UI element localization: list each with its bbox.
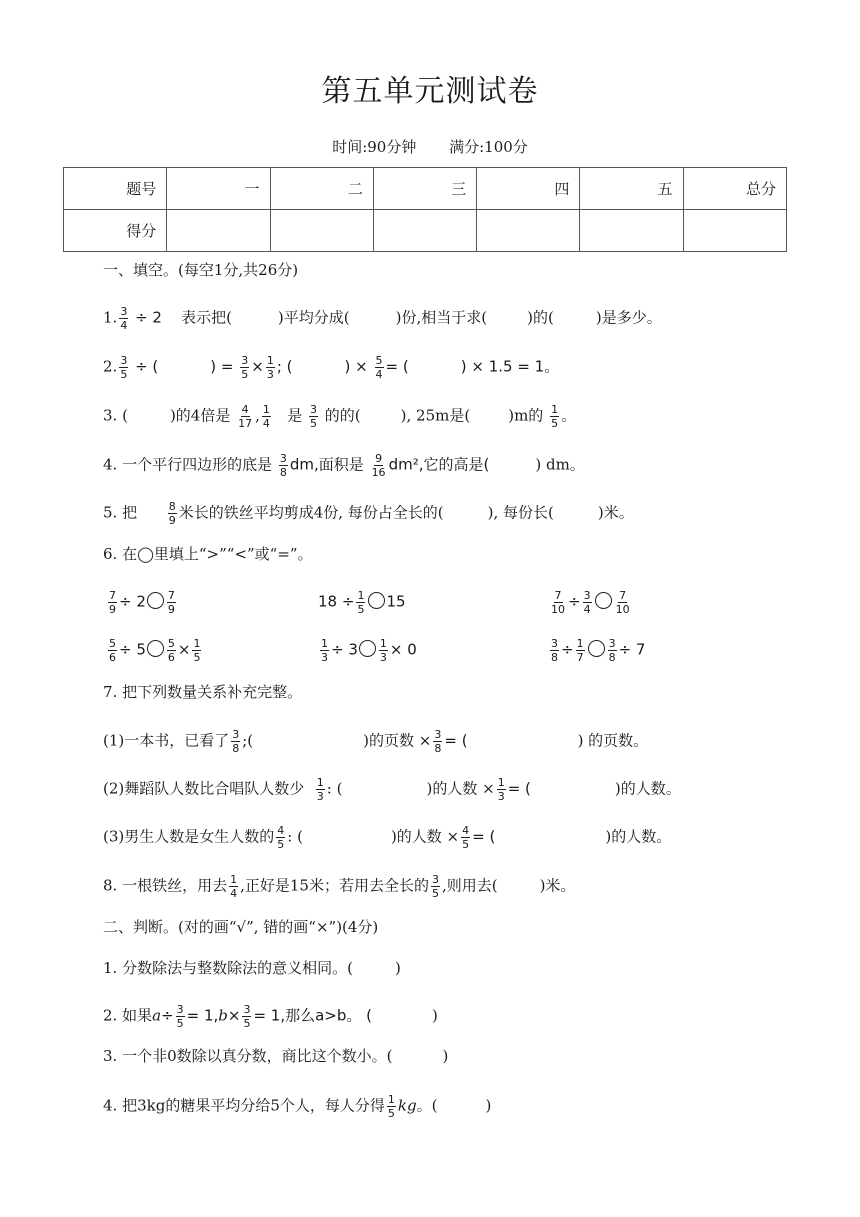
fraction-denominator: 8: [279, 466, 287, 479]
fraction: [240, 355, 249, 380]
question-text: ÷: [561, 640, 574, 659]
fraction-numerator: 3: [583, 589, 591, 602]
judge-2: [103, 1004, 438, 1029]
score-table-header-row: [64, 168, 787, 210]
fraction-numerator: 3: [241, 354, 249, 367]
fraction-numerator: 1: [230, 873, 238, 886]
question-text: )份,相当于求(: [395, 308, 488, 327]
fraction-denominator: 8: [608, 651, 616, 664]
fraction-denominator: 5: [277, 838, 285, 851]
compare-item: [548, 638, 645, 663]
time-limit: 时间:90分钟: [332, 138, 417, 156]
question-1: [103, 306, 662, 331]
fraction: [266, 355, 275, 380]
fraction-denominator: 8: [232, 742, 240, 755]
fraction-numerator: 1: [379, 637, 387, 650]
fraction: [583, 590, 592, 615]
section-fill-heading: 一、填空。(每空1分,共26分): [103, 261, 299, 279]
judge-3: [103, 1049, 448, 1064]
question-text: ÷ 2: [135, 308, 162, 327]
compare-circle[interactable]: [588, 640, 605, 657]
score-cell: 二: [270, 168, 373, 210]
fraction-numerator: 7: [619, 589, 627, 602]
question-text: ), 25m是(: [400, 406, 471, 425]
question-text: )的人数 ×: [426, 779, 495, 798]
question-text: ): [485, 1096, 492, 1115]
fraction-numerator: 1: [321, 637, 328, 650]
question-text: (1)一本书，已看了: [103, 731, 230, 750]
question-text: ×: [227, 1006, 241, 1025]
question-text: )的页数 ×: [363, 731, 432, 750]
question-text: b: [218, 1006, 228, 1025]
fraction-denominator: 5: [193, 651, 201, 664]
fraction: [550, 590, 566, 615]
fraction: [371, 453, 387, 478]
question-4: [103, 453, 585, 478]
fraction-numerator: 1: [497, 776, 505, 789]
question-text: 表示把(: [181, 308, 232, 327]
fraction-numerator: 3: [120, 305, 128, 318]
fraction-denominator: 7: [576, 651, 584, 664]
question-text: )的4倍是: [169, 406, 231, 425]
fraction-denominator: 5: [431, 887, 439, 900]
full-score: 满分:100分: [449, 138, 528, 156]
fraction-numerator: 3: [279, 452, 287, 465]
fraction: [550, 638, 559, 663]
score-input-cell[interactable]: [167, 210, 270, 252]
score-cell: 五: [580, 168, 683, 210]
question-text: ) ×: [344, 357, 368, 376]
score-input-cell[interactable]: [270, 210, 373, 252]
fraction: [615, 590, 631, 615]
question-text: )是多少。: [595, 308, 662, 327]
fraction-numerator: 9: [375, 452, 383, 465]
fraction-numerator: 5: [375, 354, 383, 367]
question-text: 是: [287, 406, 303, 425]
fraction-numerator: 1: [357, 589, 365, 602]
question-text: ,则用去(: [441, 876, 498, 895]
question-text: (3)男生人数是女生人数的: [103, 827, 275, 846]
page-title: 第五单元测试卷: [321, 74, 539, 109]
fraction: [550, 404, 559, 429]
question-7-1: [103, 729, 648, 754]
score-input-cell[interactable]: [373, 210, 476, 252]
fraction: [608, 638, 617, 663]
question-7: 7. 把下列数量关系补充完整。: [103, 683, 303, 701]
fraction: [119, 306, 128, 331]
question-text: 。(: [416, 1096, 438, 1115]
question-text: 4. 把3kg的糖果平均分给5个人，每人分得: [103, 1096, 385, 1115]
question-text: ÷: [161, 1006, 174, 1025]
question-text: 1.: [103, 308, 118, 327]
fraction-numerator: 5: [167, 637, 175, 650]
fraction-numerator: 3: [431, 873, 439, 886]
fraction-denominator: 9: [167, 603, 175, 616]
fraction-denominator: 5: [243, 1017, 251, 1030]
fraction-numerator: 3: [120, 354, 128, 367]
fraction: [231, 729, 240, 754]
question-text: = 1,那么a>b。 (: [253, 1006, 373, 1025]
fraction: [497, 777, 506, 802]
question-text: 3. (: [103, 406, 128, 425]
question-text: ,正好是15米；若用去全长的: [240, 876, 429, 895]
score-cell: 四: [477, 168, 580, 210]
fraction: [387, 1094, 396, 1119]
question-text: ) × 1.5 = 1。: [460, 357, 560, 376]
fraction-denominator: 10: [615, 603, 630, 616]
fraction-numerator: 7: [554, 589, 562, 602]
compare-circle[interactable]: [368, 592, 385, 609]
question-text: dm,面积是: [289, 455, 364, 474]
question-8: [103, 874, 575, 899]
question-5: [103, 501, 634, 526]
question-text: ÷ (: [135, 357, 159, 376]
score-table: [63, 167, 787, 252]
compare-circle[interactable]: [147, 640, 164, 657]
fraction-denominator: 4: [375, 368, 383, 381]
fraction: [320, 638, 329, 663]
fraction-denominator: 9: [168, 514, 176, 527]
question-text: 。: [561, 406, 577, 425]
question-text: ,: [255, 406, 260, 425]
fraction-numerator: 3: [608, 637, 616, 650]
fraction: [119, 355, 128, 380]
question-text: ×: [251, 357, 264, 376]
score-cell: 题号: [64, 168, 167, 210]
question-text: ;(: [242, 731, 254, 750]
compare-circle[interactable]: [359, 640, 376, 657]
question-text: 5. 把: [103, 503, 138, 522]
question-text: dm²,它的高是(: [388, 455, 490, 474]
question-text: = (: [385, 357, 409, 376]
score-input-cell[interactable]: [477, 210, 580, 252]
question-text: : (: [326, 779, 343, 798]
compare-item: [548, 590, 633, 615]
question-text: (2)舞蹈队人数比合唱队人数少: [103, 779, 305, 798]
question-6: 6. 在◯里填上“>”“<”或“=”。: [103, 545, 313, 563]
fraction-denominator: 3: [316, 790, 324, 803]
compare-item: [318, 590, 406, 615]
fraction-denominator: 6: [109, 651, 116, 664]
fraction-denominator: 3: [321, 651, 328, 664]
fraction: [309, 404, 318, 429]
question-3: [103, 404, 576, 429]
question-text: ): [394, 959, 401, 977]
fraction-denominator: 5: [310, 417, 318, 430]
fraction-numerator: 1: [551, 403, 559, 416]
fraction-numerator: 7: [167, 589, 175, 602]
question-text: 8. 一根铁丝，用去: [103, 876, 228, 895]
score-input-cell[interactable]: [580, 210, 683, 252]
question-text: ): [432, 1006, 438, 1025]
fraction: [167, 638, 176, 663]
fraction-numerator: 1: [262, 403, 270, 416]
fraction-numerator: 3: [434, 728, 442, 741]
exam-info: [0, 136, 860, 157]
question-text: ; (: [276, 357, 293, 376]
fraction-numerator: 1: [316, 776, 324, 789]
compare-circle[interactable]: [595, 592, 612, 609]
question-text: ÷: [568, 592, 581, 611]
compare-item: [106, 590, 178, 615]
question-text: a: [152, 1006, 162, 1025]
fraction: [356, 590, 365, 615]
fraction: [431, 874, 440, 899]
fraction: [276, 825, 285, 850]
question-text: )的(: [527, 308, 554, 327]
fraction: [108, 638, 117, 663]
question-text: ÷ 5: [119, 640, 146, 659]
fraction-numerator: 3: [243, 1003, 251, 1016]
question-text: = (: [472, 827, 496, 846]
question-text: 3. 一个非0数除以真分数，商比这个数小。(: [103, 1047, 393, 1065]
score-cell: 得分: [64, 210, 167, 252]
fraction-denominator: 4: [583, 603, 591, 616]
fraction-denominator: 5: [120, 368, 128, 381]
fraction-numerator: 3: [232, 728, 240, 741]
question-text: )米。: [597, 503, 634, 522]
fraction-numerator: 1: [266, 354, 274, 367]
score-table-score-row: [64, 210, 787, 252]
fraction-numerator: 3: [310, 403, 318, 416]
score-input-cell[interactable]: [683, 210, 786, 252]
fraction-numerator: 3: [176, 1003, 184, 1016]
question-text: 米长的铁丝平均剪成4份, 每份占全长的(: [178, 503, 444, 522]
fraction-numerator: 7: [109, 589, 116, 602]
question-text: )米。: [539, 876, 576, 895]
fraction: [229, 874, 238, 899]
fraction-denominator: 4: [262, 417, 270, 430]
question-text: 18 ÷: [318, 592, 355, 611]
question-text: ÷ 3: [331, 640, 358, 659]
fraction: [379, 638, 388, 663]
question-text: × 0: [389, 640, 417, 659]
question-text: ) 的页数。: [577, 731, 649, 750]
fraction: [176, 1004, 185, 1029]
question-text: 2. 如果: [103, 1006, 153, 1025]
question-2: [103, 355, 559, 380]
fraction: [167, 590, 176, 615]
fraction-numerator: 3: [551, 637, 558, 650]
compare-item: [318, 638, 417, 663]
fraction: [433, 729, 442, 754]
fraction: [192, 638, 201, 663]
fraction-numerator: 8: [168, 500, 176, 513]
fraction: [237, 404, 253, 429]
fraction-denominator: 8: [434, 742, 442, 755]
question-text: [64, 168, 787, 252]
question-text: 4. 一个平行四边形的底是: [103, 455, 273, 474]
fraction-denominator: 5: [551, 417, 559, 430]
question-text: 的的(: [324, 406, 361, 425]
question-text: 2.: [103, 357, 118, 376]
fraction-numerator: 1: [387, 1093, 395, 1106]
fraction: [375, 355, 384, 380]
fraction: [242, 1004, 251, 1029]
question-text: 1. 分数除法与整数除法的意义相同。(: [103, 959, 353, 977]
question-text: ) =: [210, 357, 234, 376]
question-text: ): [442, 1047, 449, 1065]
fraction: [279, 453, 288, 478]
fraction: [262, 404, 271, 429]
question-text: )的人数。: [605, 827, 672, 846]
question-7-2: [103, 777, 681, 802]
fraction: [461, 825, 470, 850]
compare-circle[interactable]: [147, 592, 164, 609]
question-text: 15: [386, 592, 406, 611]
fraction: [168, 501, 177, 526]
judge-4: [103, 1094, 491, 1119]
section-judge-heading: 二、判断。(对的画“√”, 错的画“×”)(4分): [103, 918, 379, 936]
fraction-numerator: 1: [193, 637, 201, 650]
fraction-denominator: 5: [462, 838, 470, 851]
fraction-denominator: 4: [230, 887, 238, 900]
question-text: )的人数 ×: [390, 827, 460, 846]
fraction-numerator: 4: [462, 824, 470, 837]
judge-1: [103, 961, 401, 976]
question-text: ×: [177, 640, 191, 659]
fraction-denominator: 8: [551, 651, 558, 664]
question-text: ), 每份长(: [487, 503, 554, 522]
fraction: [316, 777, 325, 802]
question-text: = (: [444, 731, 468, 750]
fraction-denominator: 10: [551, 603, 565, 616]
fraction-denominator: 17: [238, 417, 253, 430]
fraction-denominator: 5: [241, 368, 249, 381]
fraction-denominator: 5: [357, 603, 365, 616]
fraction-denominator: 3: [266, 368, 274, 381]
question-7-3: [103, 825, 671, 850]
fraction-denominator: 5: [176, 1017, 184, 1030]
fraction-numerator: 4: [277, 824, 285, 837]
score-cell: 三: [373, 168, 476, 210]
question-text: = 1,: [186, 1006, 219, 1025]
fraction-denominator: 5: [387, 1107, 395, 1120]
fraction-denominator: 6: [167, 651, 175, 664]
question-text: ) dm。: [535, 455, 585, 474]
fraction-denominator: 16: [371, 466, 386, 479]
question-text: ÷ 7: [618, 640, 646, 659]
question-text: )平均分成(: [277, 308, 350, 327]
fraction: [576, 638, 585, 663]
score-cell: 总分: [683, 168, 786, 210]
question-text: : (: [287, 827, 303, 846]
question-text: )m的: [508, 406, 544, 425]
question-text: )的人数。: [614, 779, 681, 798]
fraction-numerator: 1: [576, 637, 584, 650]
fraction: [108, 590, 117, 615]
fraction-denominator: 4: [120, 319, 128, 332]
fraction-numerator: 5: [109, 637, 116, 650]
question-text: kg: [397, 1096, 417, 1115]
fraction-numerator: 4: [241, 403, 249, 416]
question-text: ÷ 2: [119, 592, 146, 611]
compare-item: [106, 638, 203, 663]
fraction-denominator: 9: [109, 603, 116, 616]
fraction-denominator: 3: [379, 651, 387, 664]
question-text: = (: [507, 779, 531, 798]
score-cell: 一: [167, 168, 270, 210]
fraction-denominator: 3: [497, 790, 505, 803]
